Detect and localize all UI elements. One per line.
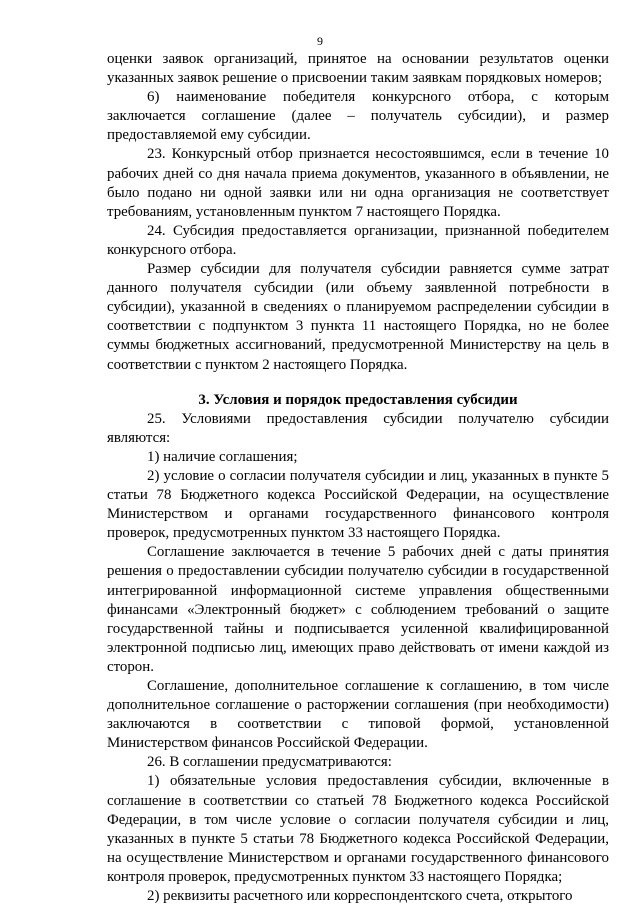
section-heading: 3. Условия и порядок предоставления субсидии <box>198 391 518 408</box>
paragraph: 25. Условиями предоставления субсидии получателю субсидии являются: <box>107 410 609 446</box>
page-number: 9 <box>317 34 323 48</box>
paragraph: 6) наименование победителя конкурсного отбора, с которым заключается соглашение (далее – получатель субсидии), и размер предоставляемой ему субсидии. <box>107 89 609 144</box>
paragraph: 1) наличие соглашения; <box>147 448 298 465</box>
paragraph: оценки заявок организаций, принятое на основании результатов оценки указанных заявок решение о присвоении таким заявкам порядковых номеров; <box>107 51 609 87</box>
paragraph: 24. Субсидия предоставляется организации, признанной победителем конкурсного отбора. <box>107 222 609 258</box>
paragraph: Размер субсидии для получателя субсидии равняется сумме затрат данного получателя субсидии (или объему заявленной потребности в субсидии), указанной в сведениях о планируемом распределении субсидии в соответствии с подпунктом 3 пункта 11 настоящего Порядка, но не более суммы бюджетных ассигнований, предусмотренной Министерству на цель в соответствии с пунктом 2 настоящего Порядка. <box>107 261 609 373</box>
paragraph: 23. Конкурсный отбор признается несостоявшимся, если в течение 10 рабочих дней со дня начала приема документов, указанного в объявлении, не было подано ни одной заявки или ни одна организация не соответствует требованиям, установленным пунктом 7 настоящего Порядка. <box>107 146 609 220</box>
paragraph: 2) условие о согласии получателя субсидии и лиц, указанных в пункте 5 статьи 78 Бюджетного кодекса Российской Федерации, на осуществление Министерством и органами государственного финансового контроля проверок, предусмотренных пунктом 33 настоящего Порядка. <box>107 467 609 542</box>
paragraph: Соглашение, дополнительное соглашение к соглашению, в том числе дополнительное соглашение о расторжении соглашения (при необходимости) заключаются в соответствии с типовой формой, установленной Министерством финансов Российской Федерации. <box>107 678 609 752</box>
document-body <box>107 50 609 906</box>
paragraph: 1) обязательные условия предоставления субсидии, включенные в соглашение в соответствии со статьей 78 Бюджетного кодекса Российской Федерации, в том числе условие о согласии получателя субсидии и лиц, указанных в пункте 5 статьи 78 Бюджетного кодекса Российской Федерации, на осуществление Министерством и органами государственного финансового контроля проверок, предусмотренных пунктом 33 настоящего Порядка; <box>107 773 609 885</box>
paragraph: Соглашение заключается в течение 5 рабочих дней с даты принятия решения о предоставлении субсидии получателю субсидии в государственной интегрированной информационной системе управления общественными финансами «Электронный бюджет» с соблюдением требований о защите государственной тайны и подписывается усиленной квалифицированной электронной подписью лиц, имеющих право действовать от имени каждой из сторон. <box>107 544 609 675</box>
paragraph: 26. В соглашении предусматриваются: <box>147 754 392 771</box>
paragraph: 2) реквизиты расчетного или корреспондентского счета, открытого <box>147 888 573 905</box>
